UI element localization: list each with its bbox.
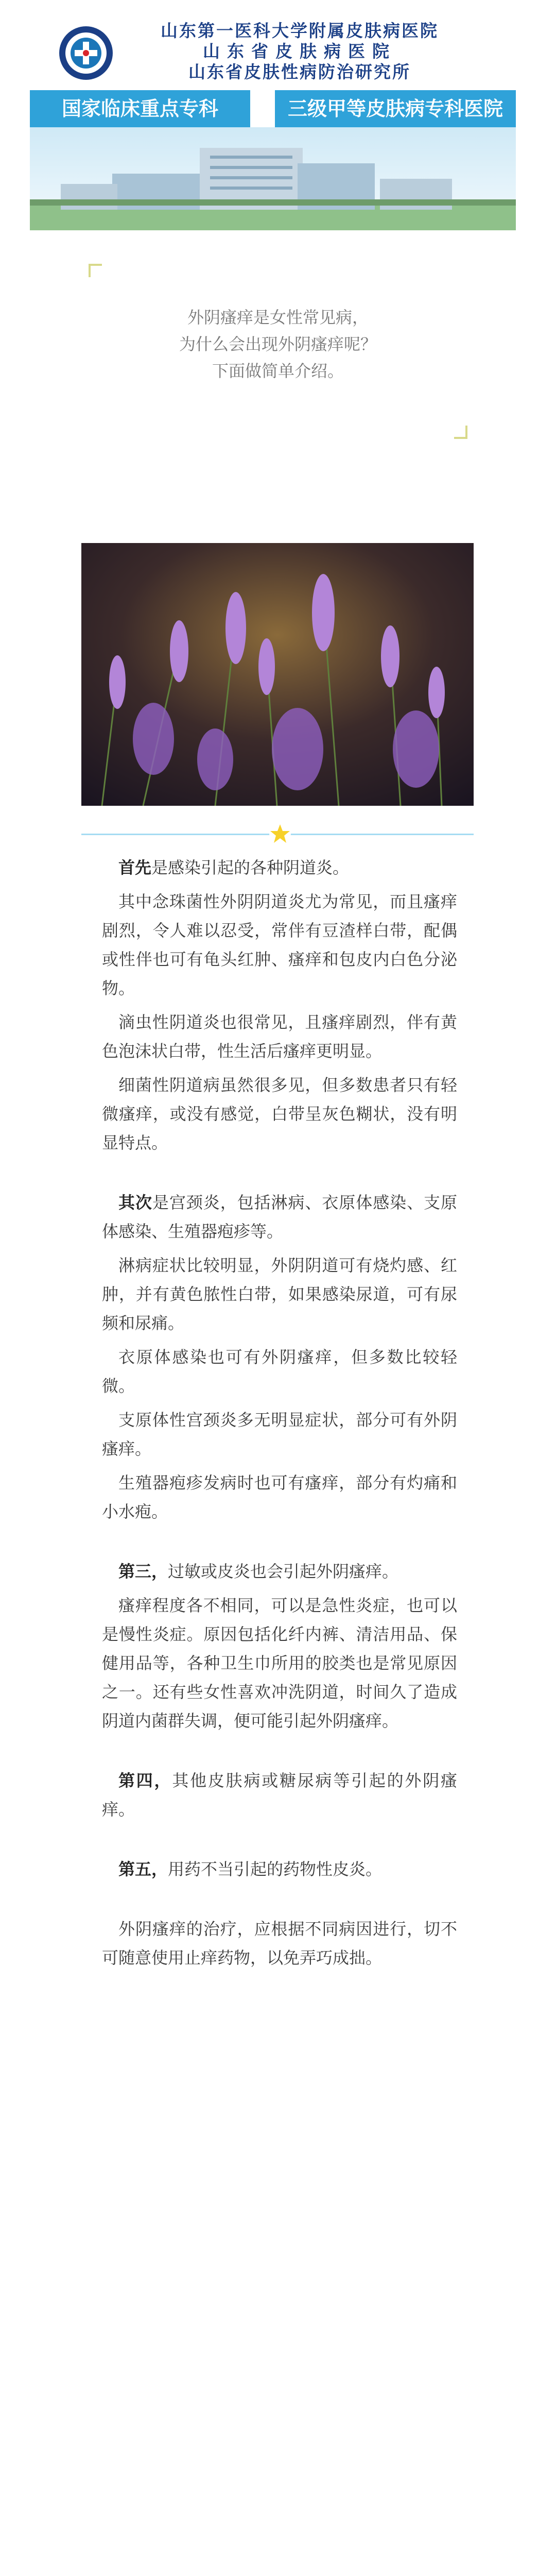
paragraph-fifth-cause — [102, 1855, 457, 1884]
paragraph-allergy-detail: 瘙痒程度各不相同，可以是急性炎症，也可以是慢性炎症。原因包括化纤内裤、清洁用品、保健用品等，各种卫生巾所用的胶类也是常见原因之一。还有些女性喜欢冲洗阴道，时间久了造成阴道内菌群失调，便可能引起外阴瘙痒。 — [102, 1596, 457, 1731]
paragraph-second-cause — [102, 1188, 457, 1246]
hospital-building-image — [30, 127, 516, 230]
star-icon — [269, 822, 291, 845]
text-first-cause: 是感染引起的各种阴道炎。 — [151, 858, 350, 877]
lead-fifth: 第五， — [118, 1859, 168, 1879]
intro-line2: 为什么会出现外阴瘙痒呢？ — [179, 334, 377, 354]
text-second-cause: 是宫颈炎，包括淋病、衣原体感染、支原体感染、生殖器疱疹等。 — [102, 1193, 457, 1241]
paragraph-candida: 其中念珠菌性外阴阴道炎尤为常见，而且瘙痒剧烈，令人难以忍受，常伴有豆渣样白带，配偶或性伴也可有龟头红肿、瘙痒和包皮内白色分泌物。 — [102, 892, 457, 998]
paragraph-trichomonas: 滴虫性阴道炎也很常见，且瘙痒剧烈，伴有黄色泡沫状白带，性生活后瘙痒更明显。 — [102, 1012, 457, 1061]
paragraph-chlamydia: 衣原体感染也可有外阴瘙痒，但多数比较轻微。 — [102, 1347, 457, 1396]
paragraph-bacterial: 细菌性阴道病虽然很多见，但多数患者只有轻微瘙痒，或没有感觉，白带呈灰色糊状，没有明显特点。 — [102, 1075, 457, 1153]
text-fourth-cause: 其他皮肤病或糖尿病等引起的外阴瘙痒。 — [102, 1771, 457, 1819]
article-body — [102, 853, 457, 1977]
lead-fourth: 第四， — [118, 1771, 172, 1790]
hospital-name-line2: 山东省皮肤病医院 — [203, 41, 396, 61]
text-fifth-cause: 用药不当引起的药物性皮炎。 — [168, 1859, 383, 1879]
paragraph-treatment: 外阴瘙痒的治疗，应根据不同病因进行，切不可随意使用止痒药物，以免弄巧成拙。 — [102, 1919, 457, 1968]
paragraph-herpes: 生殖器疱疹发病时也可有瘙痒，部分有灼痛和小水疱。 — [102, 1473, 457, 1521]
hospital-logo — [58, 25, 114, 81]
intro-bracket-bottom-right — [454, 426, 467, 439]
paragraph-first-cause — [102, 853, 457, 882]
paragraph-gonorrhea: 淋病症状比较明显，外阴阴道可有烧灼感、红肿，并有黄色脓性白带，如果感染尿道，可有尿频和尿痛。 — [102, 1256, 457, 1333]
paragraph-mycoplasma: 支原体性宫颈炎多无明显症状，部分可有外阴瘙痒。 — [102, 1410, 457, 1459]
lead-third: 第三， — [118, 1562, 168, 1581]
intro-text — [82, 304, 474, 384]
lead-second: 其次 — [118, 1193, 152, 1212]
paragraph-fourth-cause — [102, 1766, 457, 1824]
paragraph-third-cause — [102, 1557, 457, 1586]
banner-national-specialty: 国家临床重点专科 — [30, 90, 250, 127]
intro-bracket-top-left — [89, 264, 102, 277]
intro-line1: 外阴瘙痒是女性常见病， — [187, 308, 369, 327]
intro-line3: 下面做简单介绍。 — [212, 361, 344, 381]
text-third-cause: 过敏或皮炎也会引起外阴瘙痒。 — [168, 1562, 399, 1581]
hospital-name-line3: 山东省皮肤性病防治研究所 — [188, 62, 411, 82]
lavender-photo — [81, 543, 474, 806]
lead-first: 首先 — [118, 858, 152, 877]
hospital-name-block — [135, 21, 464, 82]
hospital-name-line1: 山东第一医科大学附属皮肤病医院 — [161, 21, 439, 41]
banner-grade-a-hospital: 三级甲等皮肤病专科医院 — [275, 90, 516, 127]
